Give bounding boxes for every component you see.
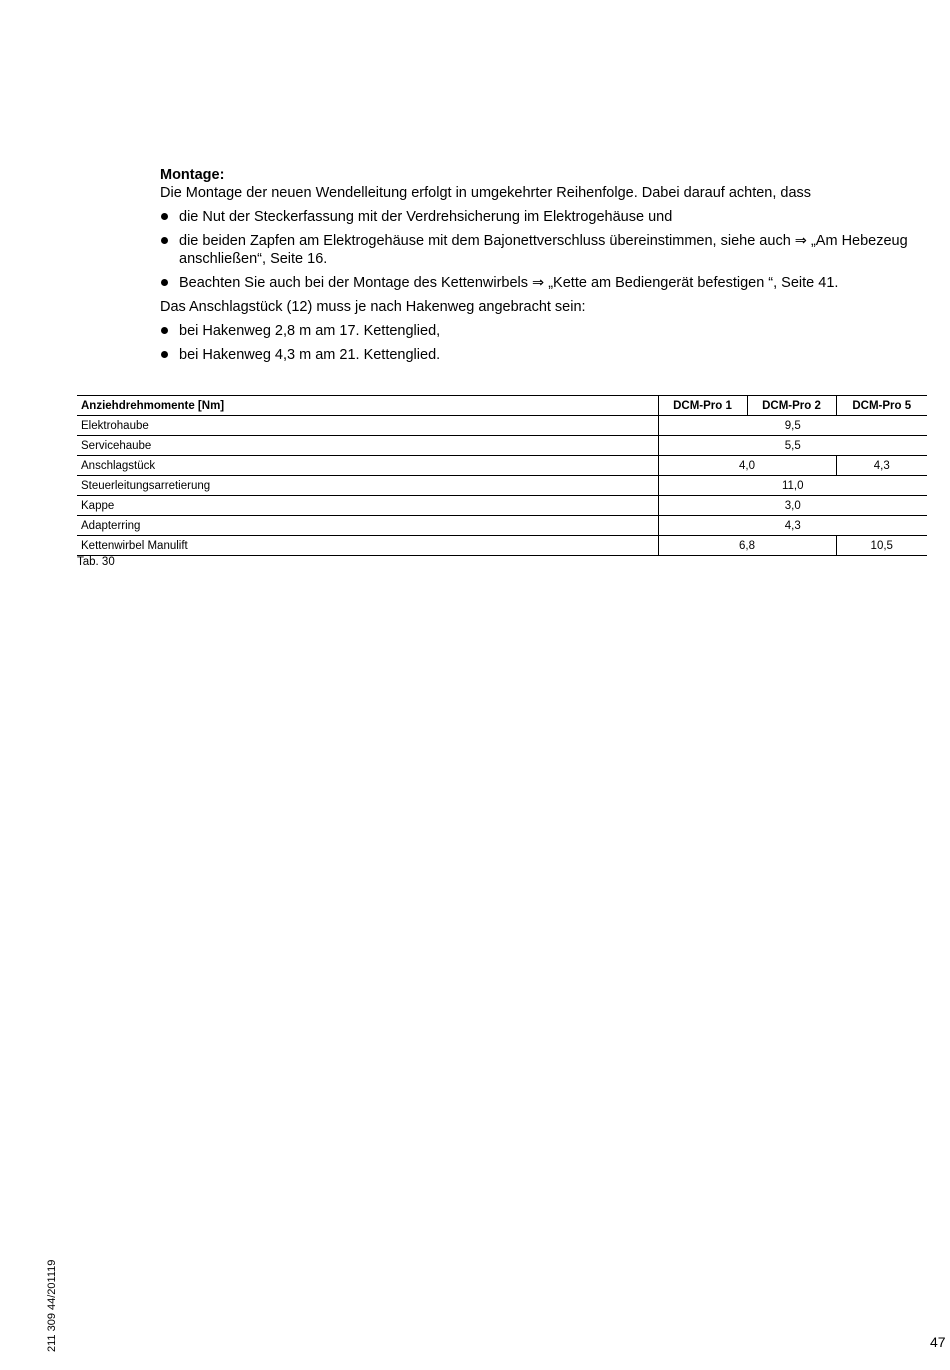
row-label: Adapterring (77, 516, 658, 536)
page-number: 47 (930, 1334, 946, 1350)
table-header-dcm-pro-5: DCM-Pro 5 (836, 396, 927, 416)
row-label: Steuerleitungsarretierung (77, 476, 658, 496)
content-block (160, 166, 920, 370)
table-header-row (77, 396, 927, 416)
table-row (77, 436, 927, 456)
hook-path-list (160, 322, 920, 364)
row-value: 5,5 (658, 436, 927, 456)
table-row (77, 496, 927, 516)
table-row (77, 456, 927, 476)
row-value-pro-5: 10,5 (836, 536, 927, 556)
torque-table (77, 395, 927, 556)
row-label: Anschlagstück (77, 456, 658, 476)
stop-piece-paragraph: Das Anschlagstück (12) muss je nach Hakenweg angebracht sein: (160, 299, 586, 315)
section-heading: Montage: (160, 167, 225, 183)
row-label: Servicehaube (77, 436, 658, 456)
table-header-dcm-pro-1: DCM-Pro 1 (658, 396, 747, 416)
document-code: 211 309 44/201119 (46, 1259, 58, 1352)
row-value: 11,0 (658, 476, 927, 496)
row-value-pro-1-2: 4,0 (658, 456, 836, 476)
row-value: 9,5 (658, 416, 927, 436)
table-caption: Tab. 30 (77, 556, 115, 568)
row-value: 4,3 (658, 516, 927, 536)
list-item: bei Hakenweg 2,8 m am 17. Kettenglied, (160, 322, 920, 340)
table-header-torque: Anziehdrehmomente [Nm] (77, 396, 658, 416)
table-row (77, 536, 927, 556)
row-value: 3,0 (658, 496, 927, 516)
list-item: bei Hakenweg 4,3 m am 21. Kettenglied. (160, 346, 920, 364)
row-value-pro-1-2: 6,8 (658, 536, 836, 556)
row-label: Kappe (77, 496, 658, 516)
list-item: die beiden Zapfen am Elektrogehäuse mit dem Bajonettverschluss übereinstimmen, siehe auch ⇒ „Am Hebezeug anschließen“, Seite 16. (160, 232, 920, 268)
row-label: Elektrohaube (77, 416, 658, 436)
list-item: Beachten Sie auch bei der Montage des Kettenwirbels ⇒ „Kette am Bediengerät befestigen “, Seite 41. (160, 274, 920, 292)
intro-paragraph: Die Montage der neuen Wendelleitung erfolgt in umgekehrter Reihenfolge. Dabei darauf achten, dass (160, 185, 812, 201)
row-label: Kettenwirbel Manulift (77, 536, 658, 556)
table-header-dcm-pro-2: DCM-Pro 2 (747, 396, 836, 416)
table-row (77, 476, 927, 496)
condition-list (160, 208, 920, 292)
list-item: die Nut der Steckerfassung mit der Verdrehsicherung im Elektrogehäuse und (160, 208, 920, 226)
table-row (77, 516, 927, 536)
row-value-pro-5: 4,3 (836, 456, 927, 476)
table-row (77, 416, 927, 436)
